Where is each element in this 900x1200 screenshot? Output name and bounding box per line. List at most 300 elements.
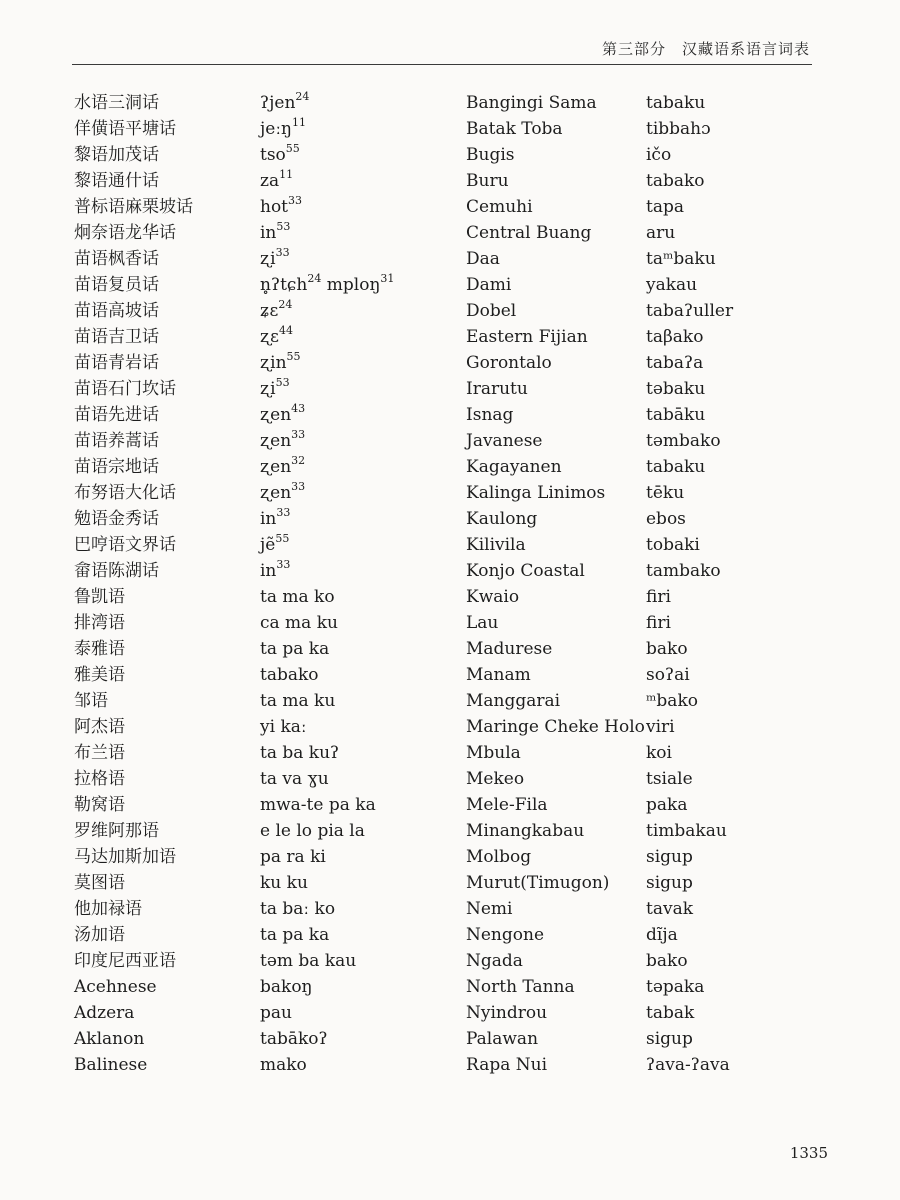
word-form (646, 766, 693, 792)
word-form (260, 194, 302, 220)
word-form (646, 896, 693, 922)
language-name: 巴哼语文界话 (74, 535, 176, 555)
word-entry-row (466, 428, 886, 454)
tone-mark: 24 (307, 272, 322, 286)
word-form (260, 610, 338, 636)
word-form (646, 636, 688, 662)
word-entry-row (74, 1000, 494, 1026)
tone-mark: 55 (275, 532, 290, 546)
word-form (260, 168, 293, 194)
word-entry-row (74, 376, 494, 402)
tone-mark: 32 (291, 454, 306, 468)
form-text: ʐen (260, 483, 292, 503)
form-text: in (260, 223, 277, 243)
form-text: firi (646, 587, 671, 607)
language-name: 苗语石门坎话 (74, 379, 176, 399)
language-name: 雅美语 (74, 665, 125, 685)
word-form (646, 922, 678, 948)
word-form (646, 584, 671, 610)
language-name: 阿杰语 (74, 717, 125, 737)
word-form (646, 974, 704, 1000)
word-entry-row (74, 584, 494, 610)
word-form (646, 506, 686, 532)
word-entry-row (466, 220, 886, 246)
language-name: 苗语枫香话 (74, 249, 159, 269)
form-text: tabāku (646, 405, 706, 425)
language-name: Cemuhi (466, 197, 533, 217)
word-entry-row (466, 480, 886, 506)
word-form (260, 116, 306, 142)
language-name: 苗语宗地话 (74, 457, 159, 477)
language-name: Daa (466, 249, 500, 269)
word-form (260, 740, 339, 766)
language-name: 莫图语 (74, 873, 125, 893)
language-name: 炯奈语龙华话 (74, 223, 176, 243)
language-name: Kwaio (466, 587, 520, 607)
word-entry-row (74, 506, 494, 532)
language-name: 排湾语 (74, 613, 125, 633)
word-form (260, 402, 305, 428)
tone-mark: 24 (295, 90, 310, 104)
form-text: ta ba kuʔ (260, 743, 340, 763)
form-text: ta ma ku (260, 691, 336, 711)
word-form (260, 506, 290, 532)
form-text: tibbahɔ (646, 119, 711, 139)
word-entry-row (466, 324, 886, 350)
word-form (260, 922, 329, 948)
form-text: aru (646, 223, 676, 243)
word-entry-row (74, 90, 494, 116)
form-text: tabako (260, 665, 319, 685)
word-entry-row (74, 168, 494, 194)
word-entry-row (466, 1026, 886, 1052)
language-name: Aklanon (74, 1029, 145, 1049)
word-entry-row (74, 688, 494, 714)
language-name: Murut(Timugon) (466, 873, 610, 893)
tone-mark: 33 (291, 428, 306, 442)
word-entry-row (74, 636, 494, 662)
form-text: yakau (646, 275, 698, 295)
word-form (260, 1052, 307, 1078)
word-entry-row (466, 792, 886, 818)
tone-mark: 11 (279, 168, 294, 182)
tone-mark: 55 (285, 142, 300, 156)
language-name: Adzera (74, 1003, 135, 1023)
form-text: tabako (646, 171, 705, 191)
word-form (260, 1026, 328, 1052)
tone-mark: 33 (275, 246, 290, 260)
form-text: ʐi (260, 379, 276, 399)
word-entry-row (74, 220, 494, 246)
form-text: sigup (646, 873, 693, 893)
header-rule (72, 64, 812, 65)
word-entry-row (466, 844, 886, 870)
language-name: 印度尼西亚语 (74, 951, 176, 971)
word-form (260, 792, 376, 818)
language-name: Batak Toba (466, 119, 563, 139)
word-form (646, 688, 698, 714)
form-text: in (260, 509, 277, 529)
word-form (646, 844, 693, 870)
language-name: Molbog (466, 847, 532, 867)
form-text: tabākoʔ (260, 1029, 328, 1049)
word-entry-row (466, 948, 886, 974)
language-name: Ngada (466, 951, 523, 971)
form-text: tambako (646, 561, 721, 581)
form-text: ku ku (260, 873, 308, 893)
word-form (260, 220, 290, 246)
word-form (260, 1000, 292, 1026)
form-text: ʐen (260, 405, 292, 425)
word-entry-row (466, 818, 886, 844)
word-form (260, 714, 307, 740)
language-name: Mbula (466, 743, 521, 763)
language-name: 苗语高坡话 (74, 301, 159, 321)
form-text-second: mploŋ (321, 275, 381, 295)
word-form (646, 194, 684, 220)
word-entry-row (74, 714, 494, 740)
language-name: Buru (466, 171, 509, 191)
language-name: 普标语麻栗坡话 (74, 197, 193, 217)
form-text: timbakau (646, 821, 727, 841)
word-form (260, 324, 293, 350)
left-column (74, 90, 494, 1078)
form-text: mako (260, 1055, 307, 1075)
form-text: dĩja (646, 925, 678, 945)
form-text: ʐi (260, 249, 276, 269)
tone-mark: 24 (278, 298, 293, 312)
form-text: bakoŋ (260, 977, 313, 997)
language-name: 邹语 (74, 691, 108, 711)
word-form (646, 1026, 693, 1052)
word-form (646, 714, 675, 740)
language-name: 汤加语 (74, 925, 125, 945)
form-text: e le lo pia la (260, 821, 365, 841)
part-label: 第三部分 (601, 40, 666, 58)
form-text: təbaku (646, 379, 706, 399)
section-title: 汉藏语系语言词表 (681, 40, 810, 58)
language-name: 泰雅语 (74, 639, 125, 659)
word-form (646, 90, 705, 116)
word-entry-row (74, 480, 494, 506)
word-form (646, 662, 690, 688)
language-name: Kaulong (466, 509, 538, 529)
tone-mark: 53 (275, 376, 290, 390)
language-name: 他加禄语 (74, 899, 142, 919)
form-text: ičo (646, 145, 672, 165)
language-name: 苗语吉卫话 (74, 327, 159, 347)
form-text: təmbako (646, 431, 721, 451)
word-form (646, 350, 703, 376)
word-entry-row (466, 272, 886, 298)
word-form (646, 558, 721, 584)
form-text: tabak (646, 1003, 695, 1023)
word-entry-row (74, 116, 494, 142)
language-name: Acehnese (74, 977, 157, 997)
language-name: Central Buang (466, 223, 592, 243)
word-form (260, 272, 394, 298)
word-form (260, 480, 305, 506)
form-text: hot (260, 197, 289, 217)
language-name: 黎语加茂话 (74, 145, 159, 165)
word-entry-row (74, 1026, 494, 1052)
word-form (646, 220, 675, 246)
form-text: ta baː ko (260, 899, 336, 919)
word-entry-row (466, 116, 886, 142)
language-name: 鲁凯语 (74, 587, 125, 607)
language-name: Mele-Fila (466, 795, 548, 815)
language-name: Konjo Coastal (466, 561, 585, 581)
form-text: sigup (646, 1029, 693, 1049)
word-entry-row (74, 896, 494, 922)
form-text: jeːŋ (260, 119, 293, 139)
word-form (260, 688, 335, 714)
language-name: 苗语复员话 (74, 275, 159, 295)
form-text: ʐen (260, 457, 292, 477)
form-text: ʔava-ʔava (646, 1055, 730, 1075)
word-entry-row (74, 324, 494, 350)
language-name: 苗语养蒿话 (74, 431, 159, 451)
word-entry-row (74, 740, 494, 766)
word-entry-row (466, 740, 886, 766)
word-form (260, 246, 290, 272)
word-entry-row (74, 818, 494, 844)
form-text: paka (646, 795, 688, 815)
form-text: mwa-te pa ka (260, 795, 376, 815)
form-text: pa ra ki (260, 847, 326, 867)
word-entry-row (74, 454, 494, 480)
form-text: ta pa ka (260, 925, 330, 945)
language-name: 马达加斯加语 (74, 847, 176, 867)
word-form (646, 948, 688, 974)
form-text: bako (646, 639, 688, 659)
form-text: ᵐbako (646, 691, 698, 711)
word-entry-row (466, 90, 886, 116)
word-entry-row (74, 558, 494, 584)
language-name: Eastern Fijian (466, 327, 588, 347)
word-entry-row (74, 246, 494, 272)
word-entry-row (466, 636, 886, 662)
word-entry-row (466, 454, 886, 480)
word-entry-row (74, 298, 494, 324)
word-entry-row (466, 1052, 886, 1078)
form-text: soʔai (646, 665, 690, 685)
word-form (646, 246, 716, 272)
form-text: ʔjen (260, 93, 296, 113)
word-form (646, 428, 721, 454)
word-entry-row (74, 610, 494, 636)
language-name: 畲语陈湖话 (74, 561, 159, 581)
word-entry-row (466, 298, 886, 324)
word-entry-row (74, 662, 494, 688)
language-name: Manam (466, 665, 531, 685)
form-text: tavak (646, 899, 694, 919)
word-form (646, 480, 684, 506)
word-entry-row (466, 922, 886, 948)
running-header (602, 38, 810, 59)
form-text: ʐɛ (260, 327, 279, 347)
word-entry-row (466, 506, 886, 532)
word-entry-row (74, 142, 494, 168)
form-text: in (260, 561, 277, 581)
word-entry-row (466, 402, 886, 428)
word-entry-row (74, 532, 494, 558)
word-entry-row (74, 844, 494, 870)
tone-mark: 11 (292, 116, 307, 130)
form-text: tsiale (646, 769, 693, 789)
form-text: tabaʔa (646, 353, 704, 373)
word-form (260, 376, 290, 402)
word-entry-row (466, 142, 886, 168)
word-entry-row (466, 558, 886, 584)
word-form (260, 766, 329, 792)
language-name: Dami (466, 275, 512, 295)
form-text: yi kaː (260, 717, 307, 737)
language-name: Nyindrou (466, 1003, 548, 1023)
language-name: Kagayanen (466, 457, 562, 477)
form-text: jẽ (260, 535, 276, 555)
form-text: taβako (646, 327, 704, 347)
word-entry-row (466, 246, 886, 272)
word-entry-row (74, 350, 494, 376)
language-name: 罗维阿那语 (74, 821, 159, 841)
word-entry-row (466, 610, 886, 636)
word-entry-row (466, 688, 886, 714)
word-form (646, 376, 705, 402)
language-name: 勉语金秀话 (74, 509, 159, 529)
form-text: tabaku (646, 93, 706, 113)
form-text: tso (260, 145, 286, 165)
form-text: bako (646, 951, 688, 971)
language-name: Manggarai (466, 691, 561, 711)
word-form (646, 454, 705, 480)
tone-mark: 43 (291, 402, 306, 416)
form-text: təm ba kau (260, 951, 357, 971)
word-entry-row (74, 922, 494, 948)
form-text: n̥ʔtɕh (260, 275, 308, 295)
word-entry-row (466, 896, 886, 922)
language-name: 水语三洞话 (74, 93, 159, 113)
language-name: 勒窝语 (74, 795, 125, 815)
word-form (646, 402, 705, 428)
language-name: Lau (466, 613, 499, 633)
form-text: ʐin (260, 353, 287, 373)
language-name: 布兰语 (74, 743, 125, 763)
word-form (260, 532, 289, 558)
tone-mark-second: 31 (380, 272, 395, 286)
right-column (466, 90, 886, 1078)
word-entry-row (74, 974, 494, 1000)
form-text: ebos (646, 509, 686, 529)
word-form (260, 870, 308, 896)
form-text: tobaki (646, 535, 700, 555)
language-name: Nengone (466, 925, 545, 945)
form-text: koi (646, 743, 672, 763)
language-name: 苗语青岩话 (74, 353, 159, 373)
word-entry-row (466, 662, 886, 688)
word-form (260, 662, 319, 688)
word-form (260, 454, 305, 480)
word-entry-row (466, 870, 886, 896)
form-text: ʑɛ (260, 301, 279, 321)
form-text: tēku (646, 483, 685, 503)
word-form (646, 116, 711, 142)
word-entry-row (74, 272, 494, 298)
word-form (646, 168, 705, 194)
form-text: təpaka (646, 977, 705, 997)
word-form (260, 974, 313, 1000)
language-name: Mekeo (466, 769, 525, 789)
word-entry-row (74, 870, 494, 896)
form-text: pau (260, 1003, 292, 1023)
form-text: za (260, 171, 280, 191)
tone-mark: 33 (291, 480, 306, 494)
word-entry-row (466, 350, 886, 376)
language-name: 苗语先进话 (74, 405, 159, 425)
language-name: Balinese (74, 1055, 148, 1075)
word-form (646, 1052, 730, 1078)
tone-mark: 33 (276, 558, 291, 572)
language-name: Isnag (466, 405, 514, 425)
language-name: Gorontalo (466, 353, 552, 373)
word-form (646, 818, 727, 844)
word-entry-row (74, 792, 494, 818)
language-name: 布努语大化话 (74, 483, 176, 503)
word-form (646, 298, 733, 324)
word-entry-row (466, 194, 886, 220)
word-form (260, 558, 290, 584)
language-name: Nemi (466, 899, 513, 919)
form-text: sigup (646, 847, 693, 867)
word-form (646, 142, 671, 168)
form-text: ta pa ka (260, 639, 330, 659)
tone-mark: 33 (288, 194, 303, 208)
word-form (260, 818, 365, 844)
word-form (260, 584, 335, 610)
word-entry-row (74, 402, 494, 428)
word-form (260, 844, 326, 870)
language-name: Kilivila (466, 535, 526, 555)
word-form (646, 740, 672, 766)
word-entry-row (466, 532, 886, 558)
form-text: ca ma ku (260, 613, 338, 633)
tone-mark: 53 (276, 220, 291, 234)
word-form (260, 142, 300, 168)
word-entry-row (74, 194, 494, 220)
form-text: tabaʔuller (646, 301, 734, 321)
word-form (646, 870, 693, 896)
word-form (260, 350, 301, 376)
word-entry-row (466, 714, 886, 740)
word-form (646, 272, 697, 298)
word-form (260, 948, 356, 974)
language-name: Madurese (466, 639, 553, 659)
language-name: Irarutu (466, 379, 528, 399)
word-form (646, 610, 671, 636)
word-entry-row (74, 948, 494, 974)
language-name: 黎语通什话 (74, 171, 159, 191)
word-form (646, 324, 703, 350)
word-form (646, 1000, 694, 1026)
form-text: ʐen (260, 431, 292, 451)
language-name: 佯僙语平塘话 (74, 119, 176, 139)
word-entry-row (466, 168, 886, 194)
form-text: tapa (646, 197, 684, 217)
language-name: Palawan (466, 1029, 539, 1049)
language-name: Javanese (466, 431, 543, 451)
form-text: firi (646, 613, 671, 633)
word-form (260, 428, 305, 454)
